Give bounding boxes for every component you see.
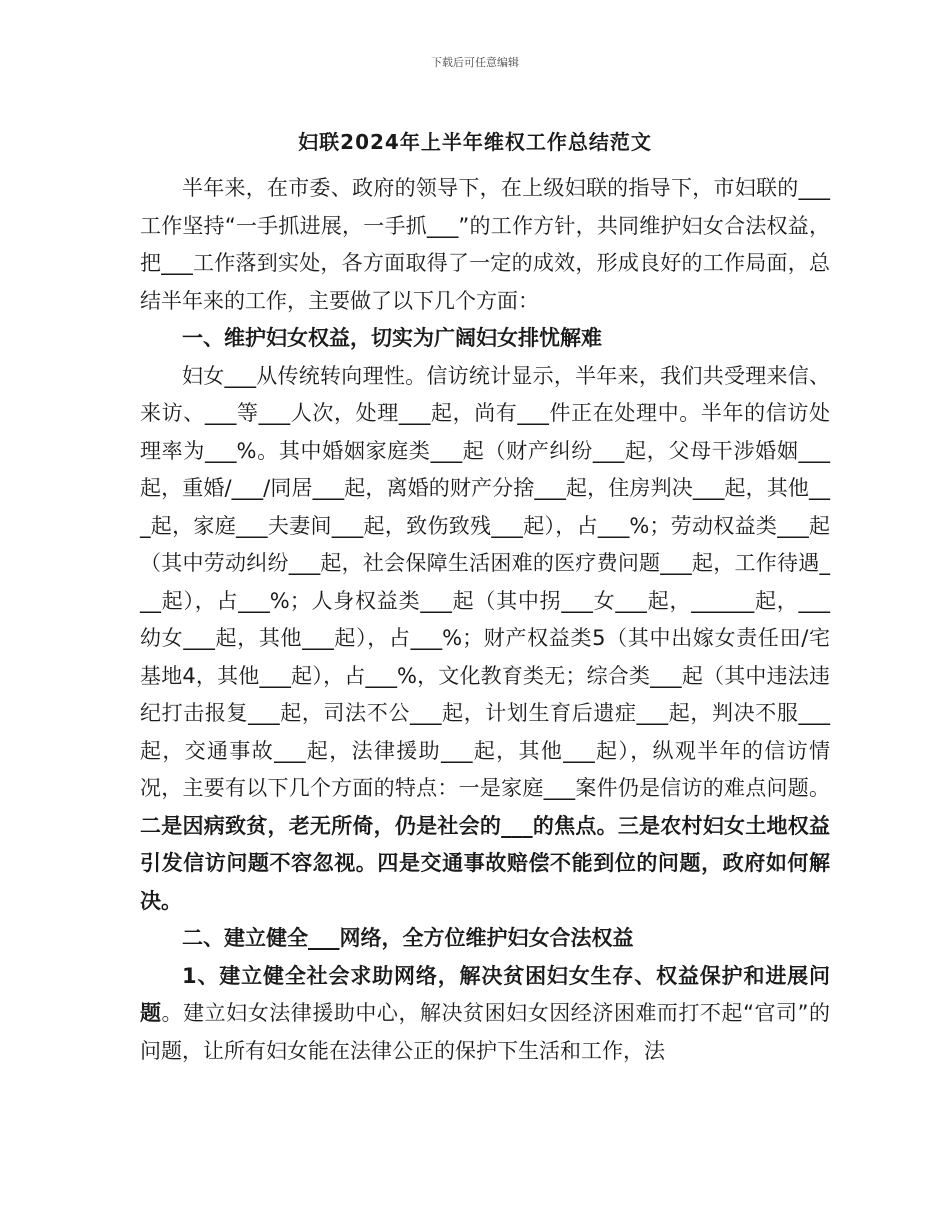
section2-sub1-paragraph	[140, 958, 830, 1071]
section1-paragraph	[140, 358, 830, 921]
section2-sub1-body: 。建立妇女法律援助中心，解决贫困妇女因经济困难而打不起“官司”的问题，让所有妇女能在法律公正的保护下生活和工作，法	[140, 1001, 830, 1063]
header-note: 下载后可任意编辑	[431, 56, 519, 69]
section1-heading: 一、维护妇女权益，切实为广阔妇女排忧解难	[182, 326, 602, 350]
intro-paragraph: 半年来，在市委、政府的领导下，在上级妇联的指导下，市妇联的___工作坚持“一手抓进展，一手抓___”的工作方针，共同维护妇女合法权益，把___工作落到实处，各方面取得了一定的成效，形成良好的工作局面，总结半年来的工作，主要做了以下几个方面：	[140, 176, 830, 313]
section1-body-text: 妇女___从传统转向理性。信访统计显示，半年来，我们共受理来信、来访、___等___人次，处理___起，尚有___件正在处理中。半年的信访处理率为___%。其中婚姻家庭类___起（财产纠纷___起，父母干涉婚姻___起，重婚/___/同居___起，离婚的财产分捨___起，住房判决___起，其他___起，家庭___夫妻间___起，致伤致残___起），占___%；劳动权益类___起（其中劳动纠纷___起，社会保障生活困难的医疗费问题___起，工作待遇___起），占___%；人身权益类___起（其中拐___女___起，______起，___幼女___起，其他___起），占___%；财产权益类5（其中出嫁女责任田/宅基地4，其他___起），占___%，文化教育类无；综合类___起（其中违法违纪打击报复___起，司法不公___起，计划生育后遗症___起，判决不服___起，交通事故___起，法律援助___起，其他___起），纵观半年的信访情况，主要有以下几个方面的特点：一是家庭___案件仍是信访的难点问题。	[140, 363, 830, 800]
section2-heading: 二、建立健全___网络，全方位维护妇女合法权益	[182, 926, 634, 950]
section1-bold-tail: 二是因病致贫，老无所倚，仍是社会的___的焦点。三是农村妇女土地权益引发信访问题不容忽视。四是交通事故赔偿不能到位的问题，政府如何解决。	[140, 813, 830, 913]
section2-sub1-heading: 1、建立健全社会求助网络，解决贫困妇女生存、权益保护和进展问题	[140, 963, 830, 1025]
document-body	[140, 170, 830, 1070]
document-title: 妇联2024年上半年维权工作总结范文	[298, 130, 652, 154]
